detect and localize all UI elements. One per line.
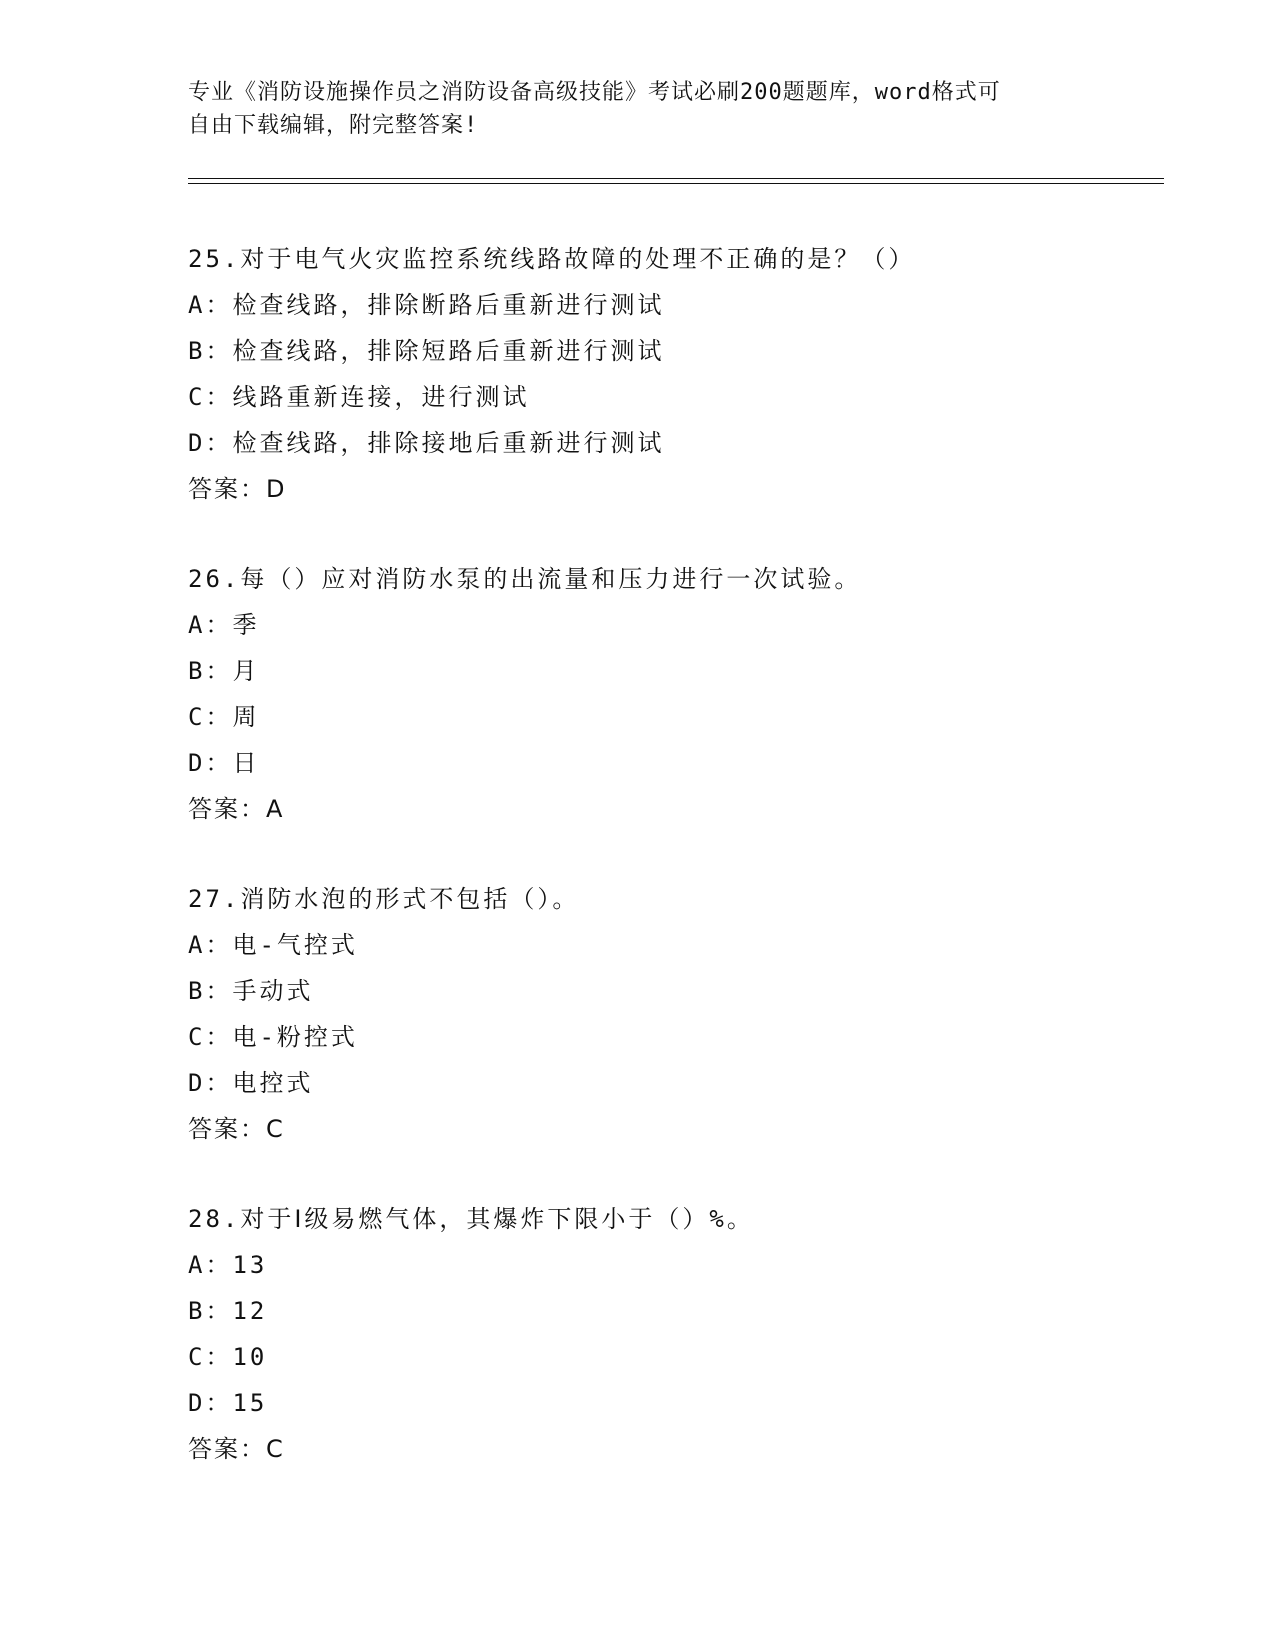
option-d: D：电控式 (188, 1069, 314, 1097)
question-28 (188, 1196, 1148, 1472)
option-b: B：检查线路，排除短路后重新进行测试 (188, 337, 665, 365)
option-b: B：手动式 (188, 977, 314, 1005)
answer: 答案：D (188, 475, 287, 503)
question-26 (188, 556, 1148, 832)
question-27 (188, 876, 1148, 1152)
header-line-2: 自由下载编辑，附完整答案! (188, 113, 479, 138)
question-stem: 28.对于Ⅰ级易燃气体，其爆炸下限小于（）%。 (188, 1205, 754, 1233)
option-a: A：13 (188, 1251, 268, 1279)
header-divider-bottom (188, 183, 1164, 184)
option-d: D：15 (188, 1389, 268, 1417)
question-25 (188, 236, 1148, 512)
answer: 答案：C (188, 1115, 285, 1143)
option-c: C：电-粉控式 (188, 1023, 358, 1051)
option-d: D：日 (188, 749, 260, 777)
option-b: B：月 (188, 657, 260, 685)
option-a: A：电-气控式 (188, 931, 358, 959)
header-divider-top (188, 178, 1164, 179)
question-list (188, 236, 1148, 1516)
question-stem: 27.消防水泡的形式不包括（）。 (188, 885, 580, 913)
option-a: A：检查线路，排除断路后重新进行测试 (188, 291, 665, 319)
question-stem: 26.每（）应对消防水泵的出流量和压力进行一次试验。 (188, 565, 862, 593)
option-a: A：季 (188, 611, 260, 639)
option-c: C：周 (188, 703, 260, 731)
option-c: C：10 (188, 1343, 268, 1371)
option-c: C：线路重新连接，进行测试 (188, 383, 530, 411)
answer: 答案：A (188, 795, 285, 823)
answer: 答案：C (188, 1435, 285, 1463)
header-line-1: 专业《消防设施操作员之消防设备高级技能》考试必刷200题题库，word格式可 (188, 80, 1001, 105)
question-stem: 25.对于电气火灾监控系统线路故障的处理不正确的是？（） (188, 245, 916, 273)
option-d: D：检查线路，排除接地后重新进行测试 (188, 429, 665, 457)
document-header (188, 76, 1088, 142)
option-b: B：12 (188, 1297, 268, 1325)
